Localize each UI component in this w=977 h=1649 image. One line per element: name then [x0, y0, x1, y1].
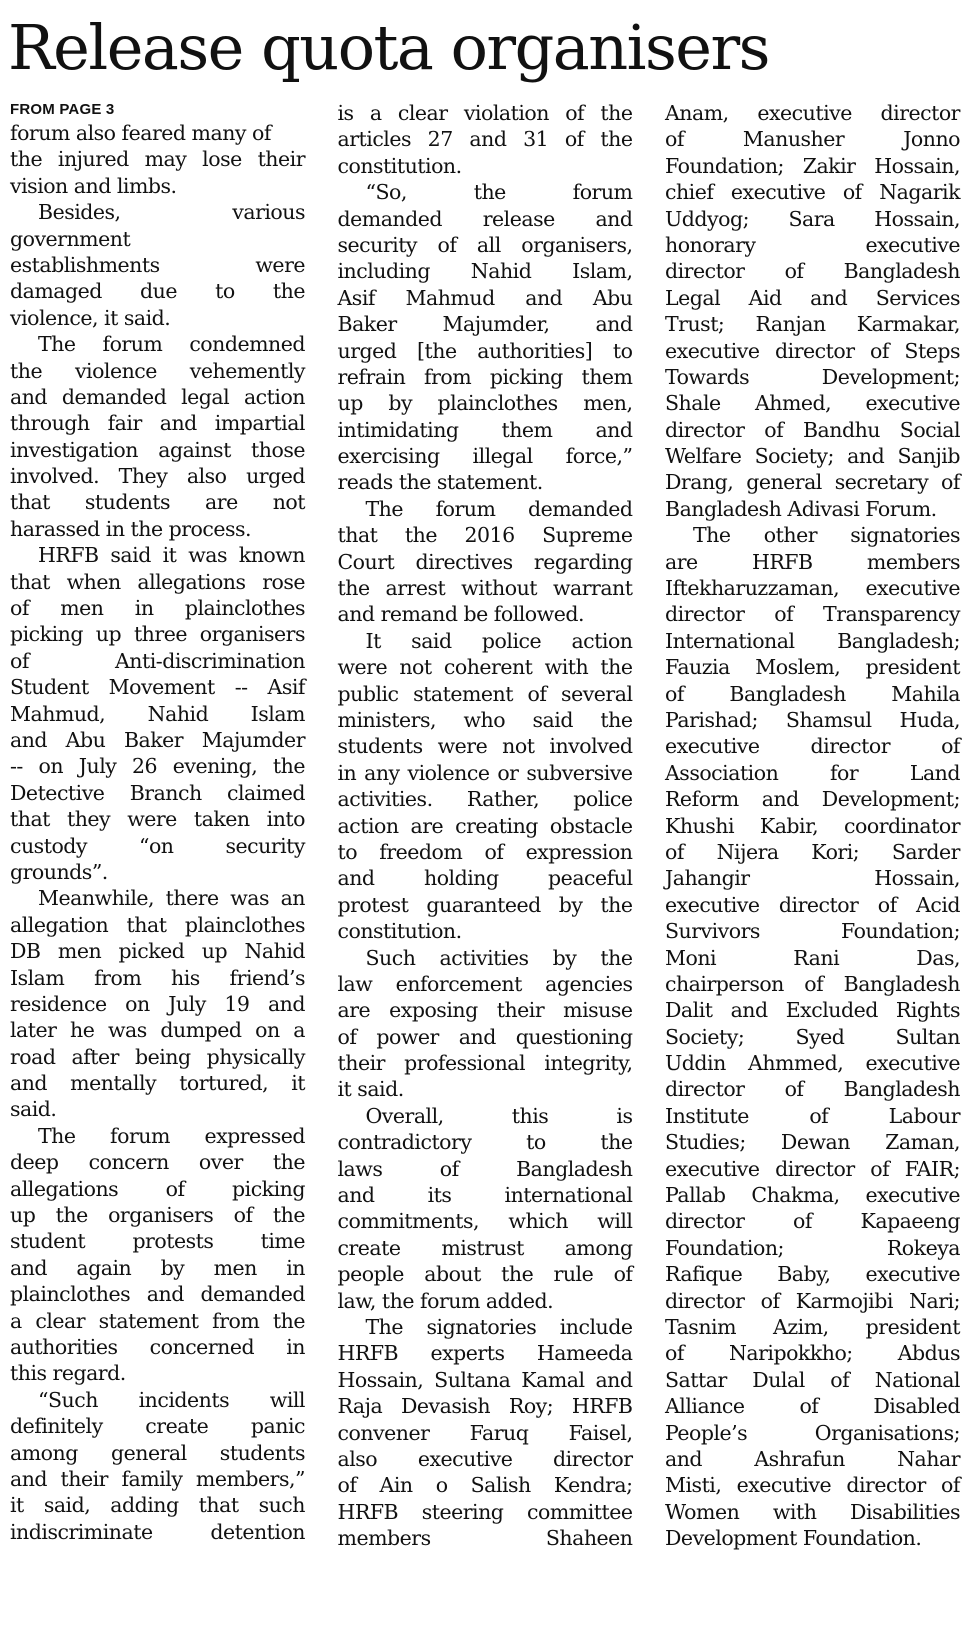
text-line: The forum expressed — [38, 1123, 305, 1148]
text-line: refrain from picking them — [337, 364, 633, 389]
text-line: commitments, which will — [337, 1209, 633, 1234]
text-line: of Anti-discrimination — [10, 648, 305, 673]
text-line: authorities concerned in — [10, 1334, 305, 1359]
text-line: HRFB steering committee — [337, 1499, 633, 1524]
text-line: executive director of — [665, 734, 960, 759]
text-line: that they were taken into — [10, 807, 305, 832]
text-line: the arrest without warrant — [337, 576, 633, 601]
text-line: executive director of FAIR; — [665, 1156, 960, 1181]
text-line: a clear statement from the — [10, 1308, 305, 1333]
text-line: Baker Majumder, and — [337, 312, 633, 337]
text-line: are HRFB members — [665, 549, 960, 574]
text-line: the injured may lose their — [10, 147, 305, 172]
text-line: reads the statement. — [337, 470, 543, 495]
text-line: Besides, various — [38, 200, 305, 225]
text-line: Iftekharuzzaman, executive — [665, 576, 960, 601]
text-line: allegations of picking — [10, 1176, 305, 1201]
text-line: Survivors Foundation; — [665, 919, 960, 944]
text-line: create mistrust among — [337, 1235, 633, 1260]
text-line: DB men picked up Nahid — [10, 939, 305, 964]
text-line: Studies; Dewan Zaman, — [665, 1130, 960, 1155]
text-line: director of Bandhu Social — [665, 417, 960, 442]
text-line: damaged due to the — [10, 279, 305, 304]
text-line: ministers, who said the — [337, 707, 633, 732]
article-column-1 — [10, 100, 305, 1551]
text-line: and remand be followed. — [337, 602, 584, 627]
text-line: through fair and impartial — [10, 411, 305, 436]
text-line: and demanded legal action — [10, 384, 305, 409]
text-line: Anam, executive director — [665, 101, 960, 125]
text-line: action are creating obstacle — [337, 813, 633, 838]
text-line: of Ain o Salish Kendra; — [337, 1473, 633, 1498]
article-body — [10, 100, 960, 1551]
text-line: and their family members,” — [10, 1466, 305, 1491]
text-line: Detective Branch claimed — [10, 780, 305, 805]
text-line: Court directives regarding — [337, 549, 633, 574]
text-line: Towards Development; — [665, 364, 960, 389]
text-line: Moni Rani Das, — [665, 945, 960, 970]
text-line: law enforcement agencies — [337, 971, 633, 996]
text-line: involved. They also urged — [10, 464, 305, 489]
text-line: Fauzia Moslem, president — [665, 655, 960, 680]
text-line: contradictory to the — [337, 1130, 633, 1155]
text-line: honorary executive — [665, 232, 960, 257]
text-line: Welfare Society; and Sanjib — [665, 444, 960, 469]
text-line: later he was dumped on a — [10, 1018, 305, 1043]
text-line: that students are not — [10, 490, 305, 515]
text-line: of power and questioning — [337, 1024, 633, 1049]
text-line: residence on July 19 and — [10, 991, 305, 1016]
text-line: that the 2016 Supreme — [337, 523, 633, 548]
text-line: government — [10, 226, 131, 251]
text-line: Student Movement -- Asif — [10, 675, 305, 700]
text-line: Legal Aid and Services — [665, 285, 960, 310]
text-line: were not coherent with the — [337, 655, 633, 680]
text-line: of Nijera Kori; Sarder — [665, 839, 960, 864]
text-line: public statement of several — [337, 681, 633, 706]
text-line: convener Faruq Faisel, — [337, 1420, 633, 1445]
text-line: of Bangladesh Mahila — [665, 681, 960, 706]
text-line: director of Bangladesh — [665, 259, 960, 284]
text-line: demanded release and — [337, 206, 633, 231]
text-line: Institute of Labour — [665, 1103, 960, 1128]
text-line: plainclothes and demanded — [10, 1282, 305, 1307]
article-column-2 — [338, 100, 633, 1551]
text-line: Mahmud, Nahid Islam — [10, 701, 305, 726]
text-line: picking up three organisers — [10, 622, 305, 647]
text-line: Parishad; Shamsul Huda, — [665, 707, 960, 732]
text-line: Development Foundation. — [665, 1526, 922, 1551]
text-line: it said, adding that such — [10, 1493, 305, 1518]
text-line: members Shaheen — [337, 1526, 633, 1551]
text-line: The forum condemned — [38, 332, 305, 357]
text-line: Trust; Ranjan Karmakar, — [665, 312, 960, 337]
text-line: and holding peaceful — [337, 866, 633, 891]
text-line: -- on July 26 evening, the — [10, 754, 305, 779]
text-line: people about the rule of — [337, 1262, 633, 1287]
text-line: forum also feared many of — [10, 121, 271, 145]
text-line: Women with Disabilities — [665, 1499, 960, 1524]
text-line: law, the forum added. — [337, 1288, 554, 1313]
text-line: also executive director — [337, 1446, 633, 1471]
text-line: executive director of Steps — [665, 338, 960, 363]
text-line: and Ashrafun Nahar — [665, 1446, 960, 1471]
text-line: definitely create panic — [10, 1414, 305, 1439]
text-line: security of all organisers, — [337, 232, 633, 257]
text-line: including Nahid Islam, — [337, 259, 633, 284]
text-line: Foundation; Zakir Hossain, — [665, 153, 960, 178]
text-line: exercising illegal force,” — [337, 444, 633, 469]
text-line: among general students — [10, 1440, 305, 1465]
text-line: The signatories include — [365, 1314, 633, 1339]
text-line: Hossain, Sultana Kamal and — [337, 1367, 633, 1392]
text-line: this regard. — [10, 1361, 126, 1386]
text-line: investigation against those — [10, 437, 305, 462]
text-line: said. — [10, 1097, 57, 1122]
text-line: Foundation; Rokeya — [665, 1235, 960, 1260]
text-line: articles 27 and 31 of the — [337, 127, 633, 152]
text-line: Uddyog; Sara Hossain, — [665, 206, 960, 231]
text-line: is a clear violation of the — [337, 101, 633, 125]
text-line: The forum demanded — [365, 496, 633, 521]
continuation-kicker: FROM PAGE 3 — [10, 101, 115, 118]
text-line: constitution. — [337, 919, 462, 944]
text-line: and its international — [337, 1183, 633, 1208]
text-line: executive director of Acid — [665, 892, 960, 917]
text-line: International Bangladesh; — [665, 628, 960, 653]
text-line: road after being physically — [10, 1044, 305, 1069]
text-line: of Manusher Jonno — [665, 127, 960, 152]
text-line: “So, the forum — [365, 180, 633, 205]
text-line: that when allegations rose — [10, 569, 305, 594]
text-line: Shale Ahmed, executive — [665, 391, 960, 416]
text-line: vision and limbs. — [10, 173, 177, 198]
text-line: HRFB experts Hameeda — [337, 1341, 633, 1366]
text-line: Bangladesh Adivasi Forum. — [665, 496, 937, 521]
text-line: harassed in the process. — [10, 516, 252, 541]
text-line: violence, it said. — [10, 305, 171, 330]
text-line: Uddin Ahmmed, executive — [665, 1051, 960, 1076]
text-line: of men in plainclothes — [10, 596, 305, 621]
text-line: Reform and Development; — [665, 787, 960, 812]
text-line: and mentally tortured, it — [10, 1071, 305, 1096]
text-line: custody “on security — [10, 833, 305, 858]
text-line: deep concern over the — [10, 1150, 305, 1175]
text-line: Pallab Chakma, executive — [665, 1183, 960, 1208]
text-line: allegation that plainclothes — [10, 912, 305, 937]
text-line: Alliance of Disabled — [665, 1394, 960, 1419]
text-line: intimidating them and — [337, 417, 633, 442]
text-line: and again by men in — [10, 1255, 305, 1280]
text-line: up the organisers of the — [10, 1203, 305, 1228]
text-line: HRFB said it was known — [38, 543, 305, 568]
text-line: Khushi Kabir, coordinator — [665, 813, 960, 838]
text-line: “Such incidents will — [38, 1387, 305, 1412]
text-line: Rafique Baby, executive — [665, 1262, 960, 1287]
text-line: are exposing their misuse — [337, 998, 633, 1023]
text-line: chairperson of Bangladesh — [665, 971, 960, 996]
text-line: constitution. — [337, 153, 462, 178]
article-column-3 — [665, 100, 960, 1551]
text-line: of Naripokkho; Abdus — [665, 1341, 960, 1366]
text-line: protest guaranteed by the — [337, 892, 633, 917]
text-line: establishments were — [10, 252, 305, 277]
text-line: director of Bangladesh — [665, 1077, 960, 1102]
text-line: Jahangir Hossain, — [665, 866, 960, 891]
text-line: Society; Syed Sultan — [665, 1024, 960, 1049]
text-line: up by plainclothes men, — [337, 391, 633, 416]
text-line: students were not involved — [337, 734, 633, 759]
text-line: Misti, executive director of — [665, 1473, 960, 1498]
text-line: it said. — [337, 1077, 404, 1102]
text-line: director of Karmojibi Nari; — [665, 1288, 960, 1313]
text-line: Association for Land — [665, 760, 960, 785]
text-line: Meanwhile, there was an — [38, 886, 305, 911]
text-line: their professional integrity, — [337, 1051, 633, 1076]
text-line: student protests time — [10, 1229, 305, 1254]
text-line: to freedom of expression — [337, 839, 633, 864]
text-line: chief executive of Nagarik — [665, 180, 960, 205]
text-line: Tasnim Azim, president — [665, 1314, 960, 1339]
text-line: Raja Devasish Roy; HRFB — [337, 1394, 633, 1419]
text-line: laws of Bangladesh — [337, 1156, 633, 1181]
text-line: director of Kapaeeng — [665, 1209, 960, 1234]
text-line: Islam from his friend’s — [10, 965, 305, 990]
text-line: People’s Organisations; — [665, 1420, 960, 1445]
text-line: the violence vehemently — [10, 358, 305, 383]
text-line: director of Transparency — [665, 602, 960, 627]
text-line: Dalit and Excluded Rights — [665, 998, 960, 1023]
text-line: activities. Rather, police — [337, 787, 633, 812]
text-line: urged [the authorities] to — [337, 338, 633, 363]
headline: Release quota organisers — [8, 11, 769, 84]
text-line: Overall, this is — [365, 1103, 633, 1128]
text-line: Such activities by the — [365, 945, 633, 970]
text-line: and Abu Baker Majumder — [10, 727, 305, 752]
text-line: Asif Mahmud and Abu — [337, 285, 633, 310]
text-line: indiscriminate detention — [10, 1519, 305, 1544]
text-line: Sattar Dulal of National — [665, 1367, 960, 1392]
text-line: It said police action — [365, 628, 633, 653]
text-line: in any violence or subversive — [337, 760, 633, 785]
text-line: Drang, general secretary of — [665, 470, 960, 495]
text-line: The other signatories — [693, 523, 960, 548]
text-line: grounds”. — [10, 859, 108, 884]
